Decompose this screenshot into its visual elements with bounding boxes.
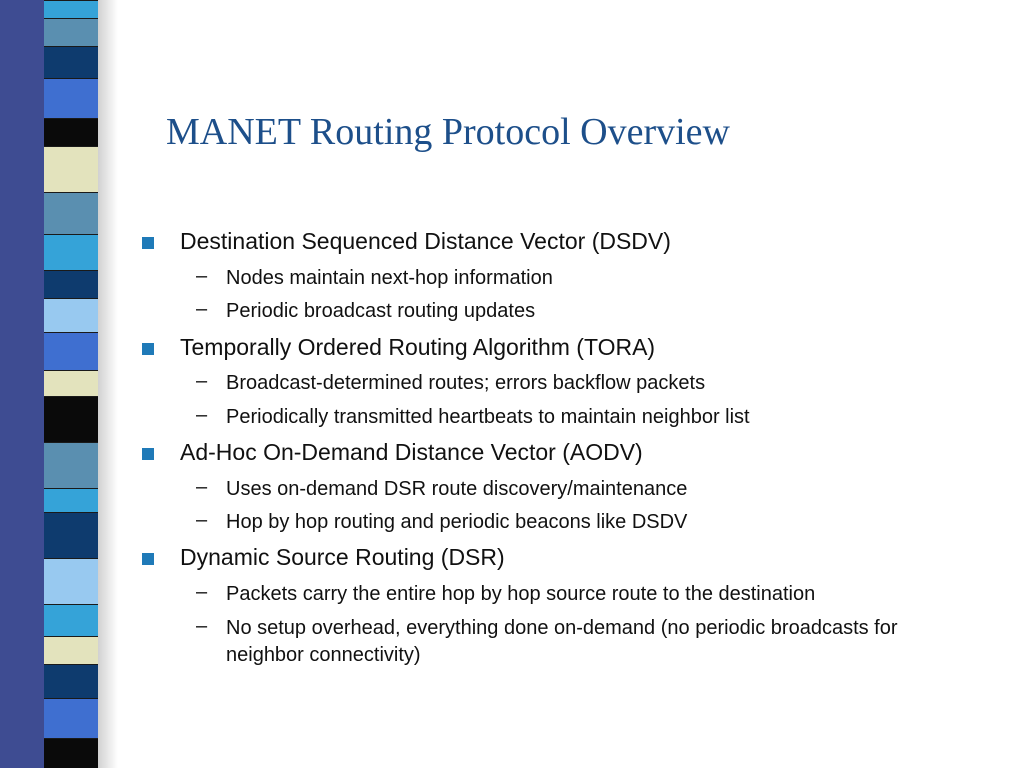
square-bullet-icon [142,237,154,249]
sub-bullet-text: Packets carry the entire hop by hop source route to the destination [226,583,816,605]
dash-bullet-icon: – [196,509,208,531]
dash-bullet-icon: – [196,265,208,287]
dash-bullet-icon: – [196,615,208,637]
bullet-heading: Ad-Hoc On-Demand Distance Vector (AODV) [180,439,643,465]
dash-bullet-icon: – [196,370,208,392]
dash-bullet-icon: – [196,581,208,603]
sub-bullet-text: Broadcast-determined routes; errors backflow packets [226,372,706,394]
dash-bullet-icon: – [196,476,208,498]
bullet-heading: Temporally Ordered Routing Algorithm (TORA) [180,334,656,360]
square-bullet-icon [142,343,154,355]
square-bullet-icon [142,448,154,460]
bullet-heading: Dynamic Source Routing (DSR) [180,544,505,570]
dash-bullet-icon: – [196,298,208,320]
sub-bullet-text: Uses on-demand DSR route discovery/maintenance [226,478,688,500]
slide-title: MANET Routing Protocol Overview [166,111,730,153]
dash-bullet-icon: – [196,404,208,426]
sub-bullet-text: Hop by hop routing and periodic beacons like DSDV [226,511,688,533]
sub-bullet-text: Periodic broadcast routing updates [226,300,536,322]
sub-bullet-text: Periodically transmitted heartbeats to maintain neighbor list [226,406,750,428]
sub-bullet-text: No setup overhead, everything done on-demand (no periodic broadcasts for neighbor connectivity) [226,617,898,666]
bullet-heading: Destination Sequenced Distance Vector (DSDV) [180,228,671,254]
sub-bullet-text: Nodes maintain next-hop information [226,267,553,289]
square-bullet-icon [142,553,154,565]
